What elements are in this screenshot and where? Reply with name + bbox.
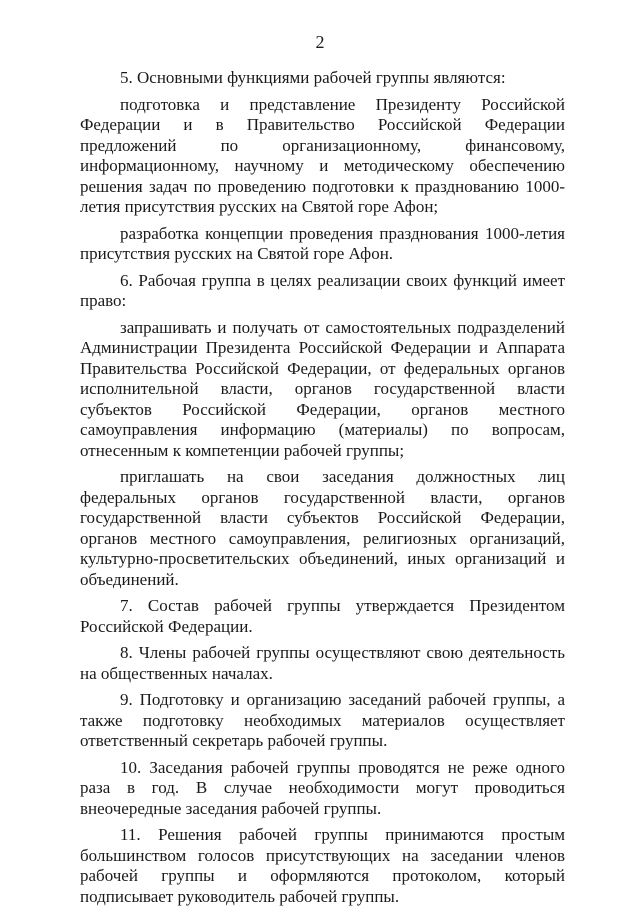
document-body [80,68,565,913]
paragraph-8: 8. Члены рабочей группы осуществляют свою деятельность на общественных началах. [80,643,565,683]
paragraph-6: 6. Рабочая группа в целях реализации своих функций имеет право: [80,270,565,310]
paragraph-5-item-1: подготовка и представление Президенту Российской Федерации и в Правительство Российской Федерации предложений по организационному, финансовому, информационному, научному и методическому обеспечению решения задач по проведению подготовки к празднованию 1000-летия присутствия русских на Святой горе Афон; [80,94,565,216]
paragraph-6-item-1: запрашивать и получать от самостоятельных подразделений Администрации Президента Российской Федерации и Аппарата Правительства Российской Федерации, от федеральных органов исполнительной власти, органов государственной власти субъектов Российской Федерации, органов местного самоуправления информацию (материалы) по вопросам, отнесенным к компетенции рабочей группы; [80,317,565,460]
paragraph-11: 11. Решения рабочей группы принимаются простым большинством голосов присутствующих на заседании членов рабочей группы и оформляются протоколом, который подписывает руководитель рабочей группы. [80,825,565,906]
paragraph-5-item-2: разработка концепции проведения празднования 1000-летия присутствия русских на Святой горе Афон. [80,223,565,263]
paragraph-7: 7. Состав рабочей группы утверждается Президентом Российской Федерации. [80,596,565,636]
paragraph-9: 9. Подготовку и организацию заседаний рабочей группы, а также подготовку необходимых материалов осуществляет ответственный секретарь рабочей группы. [80,690,565,750]
paragraph-10: 10. Заседания рабочей группы проводятся не реже одного раза в год. В случае необходимости могут проводиться внеочередные заседания рабочей группы. [80,757,565,818]
paragraph-5: 5. Основными функциями рабочей группы являются: [120,68,506,87]
paragraph-6-item-2: приглашать на свои заседания должностных лиц федеральных органов государственной власти, органов государственной власти субъектов Российской Федерации, органов местного самоуправления, религиозных организаций, культурно-просветительских объединений, иных организаций и объединений. [80,467,565,589]
page-number: 2 [315,32,325,52]
